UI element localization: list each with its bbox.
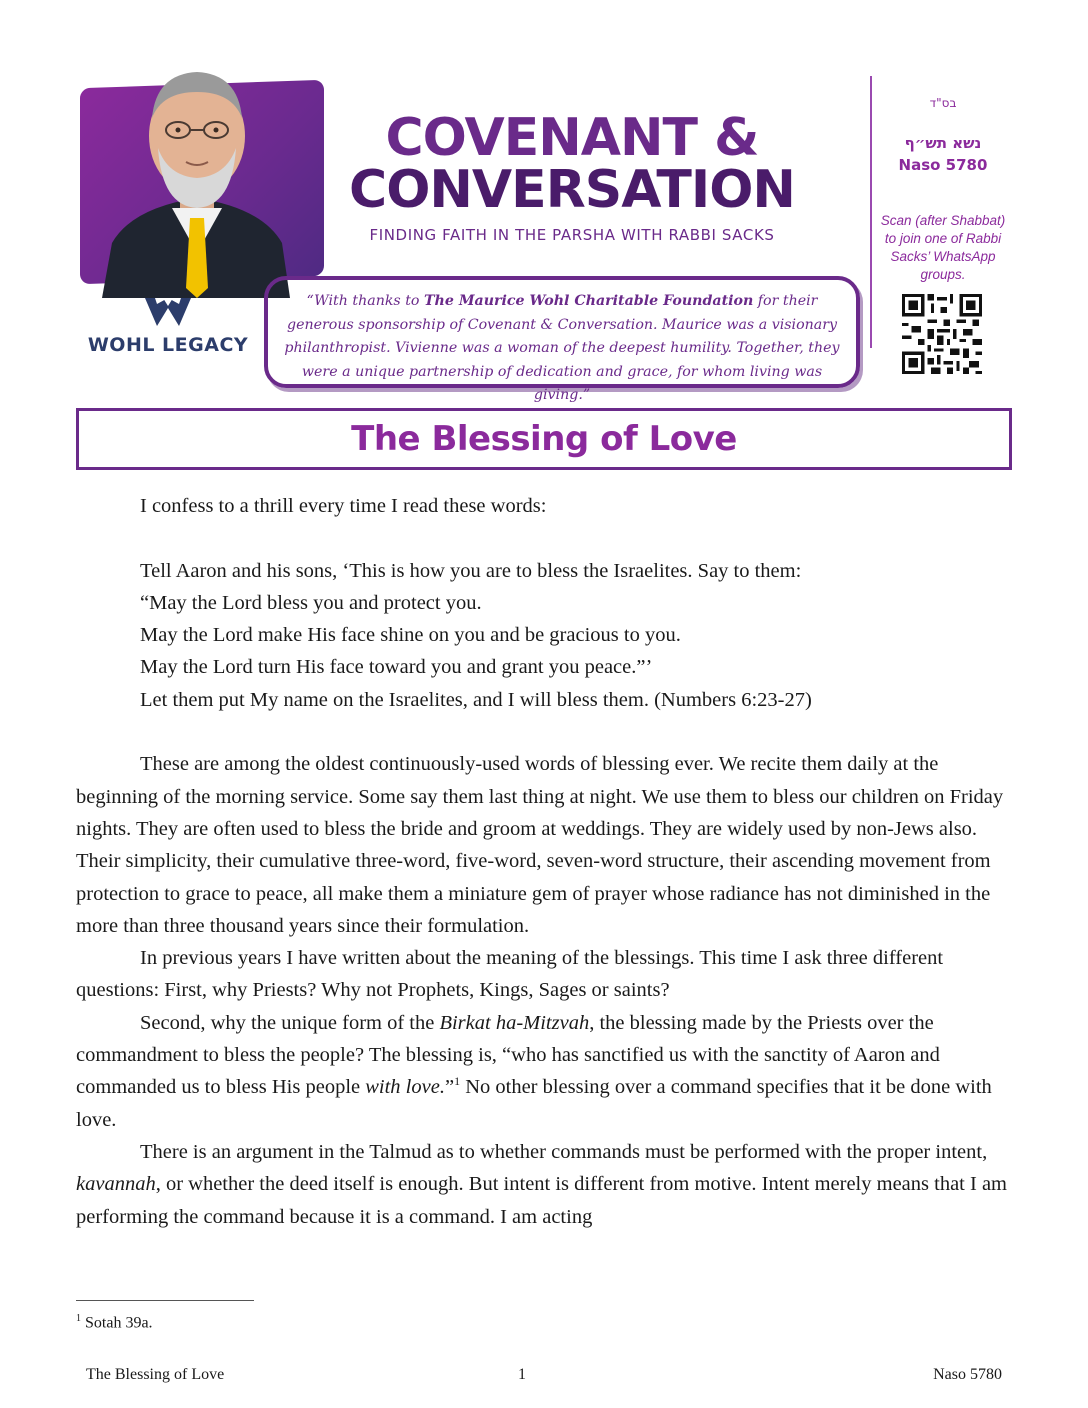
brand-title-line1: COVENANT & [385,108,759,168]
footnote-rule [76,1300,254,1301]
article-body [76,490,1016,1233]
paragraph-2: In previous years I have written about the meaning of the blessings. This time I ask three different questions: First, why Priests? Why not Prophets, Kings, Sages or saints? [76,947,944,1002]
footer-title: The Blessing of Love [86,1366,225,1383]
page-number: 1 [518,1366,526,1383]
wohl-legacy-text: WOHL LEGACY [87,334,249,356]
rabbi-sacks-portrait [92,58,302,298]
sponsor-dedication [264,276,860,403]
paragraph-1: These are among the oldest continuously-used words of blessing ever. We recite them daily at the beginning of the morning service. Some say them last thing at night. We use them to bless our children on Friday nights. They are often used to bless the bride and groom at weddings. They are widely used by non-Jews also. Their simplicity, their cumulative three-word, five-word, seven-word structure, their ascending movement from protection to grace to peace, all make them a miniature gem of prayer whose radiance has not diminished in the more than three thousand years since their formulation. [76,753,1004,937]
verse-line: Let them put My name on the Israelites, and I will bless them. (Numbers 6:23-27) [140,688,812,711]
verse-line: “May the Lord bless you and protect you. [140,591,482,614]
header-divider [870,76,872,348]
bsd-mark: בס"ד [929,96,957,110]
verse-line: May the Lord make His face shine on you and be gracious to you. [140,624,681,647]
brand-title [322,108,822,220]
footnote [76,1313,153,1332]
brand-subtitle: FINDING FAITH IN THE PARSHA WITH RABBI SACKS [369,226,775,244]
scan-instruction: Scan (after Shabbat) to join one of Rabbi Sacks’ WhatsApp groups. [880,213,1006,282]
paragraph-3: Second, why the unique form of the Birkat ha-Mitzvah, the blessing made by the Priests over the commandment to bless the people? The blessing is, “who has sanctified us with the sanctity of Aaron and commanded us to bless His people with love.”$^1$ No other blessing over a command specifies that it be done with love. [76,1011,992,1131]
hebrew-parsha: נשא תש״ף [904,134,982,152]
article-title-box [76,408,1012,470]
intro-paragraph: I confess to a thrill every time I read these words: [140,495,547,517]
article-title: The Blessing of Love [351,419,737,459]
sponsor-open: “With thanks to [306,293,424,309]
whatsapp-qr-code[interactable] [902,294,982,374]
footnote-text: Sotah 39a. [81,1314,153,1332]
parsha-name: Naso 5780 [898,156,988,174]
verse-line: Tell Aaron and his sons, ‘This is how you are to bless the Israelites. Say to them: [140,559,802,582]
footnote-number: 1 [76,1313,81,1324]
brand-title-line2: CONVERSATION [349,160,795,220]
paragraph-4: There is an argument in the Talmud as to whether commands must be performed with the proper intent, kavannah, or whether the deed itself is enough. But intent is different from motive. Intent merely means that I am performing the command because it is a command. I am acting [76,1140,1007,1228]
wohl-w-icon [143,296,193,328]
sponsor-rest: for their generous sponsorship of Covenant & Conversation. Maurice was a visionary philanthropist. Vivienne was a woman of the deepest humility. Together, they were a unique partnership of dedication and grace, for whom living was giving.” [284,293,840,403]
sponsor-foundation: The Maurice Wohl Charitable Foundation [423,293,754,309]
footer-parsha: Naso 5780 [933,1366,1002,1383]
wohl-legacy-logo [86,296,250,360]
verse-line: May the Lord turn His face toward you and grant you peace.”’ [140,656,653,679]
footnote-ref[interactable]: 1 [454,1074,461,1089]
